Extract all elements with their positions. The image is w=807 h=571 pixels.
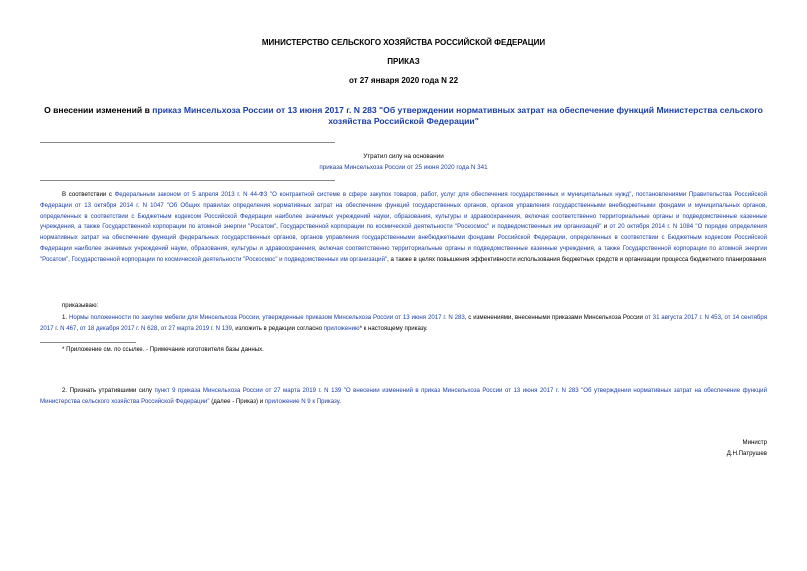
government-decree-1047-link[interactable]: постановлениями Правительства Российской Федерации от 13 октября 2014 г. N 1047 "Об Общих правилах определения нормативных затрат на обеспечение функций государственных органов, органов управления государственными внебюджетными фондами и муниципальных органов, определенных в соответствии с Бюджетным кодексом Российской Федерации наиболее значимых учреждений науки, образования, культуры и здравоохранения, включая соответственно территориальные органы и подведомственные казенные учреждения, а также Государственной корпорации по атомной энергии "Росатом", Государственной корпорации по космической деятельности "Роскосмос" и подведомственных им организаций" [40,191,768,231]
status-line: Утратил силу на основании [363,153,444,160]
order-453-link[interactable]: от 31 августа 2017 г. N 453 [644,314,721,321]
footnote-text: * Приложение см. по ссылке. - Примечание изготовителя базы данных. [62,346,264,353]
government-decree-1084-link[interactable]: от 20 октября 2014 г. N 1084 "О порядке определения нормативных затрат на обеспечение функций федеральных государственных органов, органов управления государственными внебюджетными фондами Российской Федерации, определенных в соответствии с Бюджетным кодексом Российской Федерации наиболее значимых учреждений науки, образования, культуры и здравоохранения, включая соответственно территориальные органы и подведомственные казенные учреждения, а также Государственной корпорации по атомной энергии "Росатом", Государственной корпорации по космической деятельности "Роскосмос" и подведомственных им организаций" [40,223,767,263]
appendix-9-link[interactable]: приложение N 9 к Приказу [264,397,340,405]
item-1-paragraph: 1. Нормы положенности по закупке мебели для Минсельхоза России, утвержденные приказом Минсельхоза России от 13 июня 2017 г. N 283, с изменениями, внесенными приказами Минсельхоза России от 31 августа 2017 г. N 453, от 14 сентября 2017 г. N 467, от 18 декабря 2017 г. N 628, от 27 марта 2019 г. N 139, изложить в редакции согласно приложению* к настоящему приказу. [40,314,768,332]
document-title [40,105,767,127]
appendix-link[interactable]: приложению [323,324,360,332]
preamble-paragraph: В соответствии с Федеральным законом от 5 апреля 2013 г. N 44-ФЗ "О контрактной системе в сфере закупок товаров, работ, услуг для обеспечения государственных и муниципальных нужд", постановлениями Правительства Российской Федерации от 13 октября 2014 г. N 1047 "Об Общих правилах определения нормативных затрат на обеспечение функций государственных органов, органов управления государственными внебюджетными фондами и муниципальных органов, определенных в соответствии с Бюджетным кодексом Российской Федерации наиболее значимых учреждений науки, образования, культуры и здравоохранения, включая соответственно территориальные органы и подведомственные казенные учреждения, а также Государственной корпорации по атомной энергии "Росатом", Государственной корпорации по космической деятельности "Роскосмос" и подведомственных им организаций" и от 20 октября 2014 г. N 1084 "О порядке определения нормативных затрат на обеспечение функций федеральных государственных органов, органов управления государственными внебюджетными фондами Российской Федерации, определенных в соответствии с Бюджетным кодексом Российской Федерации наиболее значимых учреждений науки, образования, культуры и здравоохранения, включая соответственно территориальные органы и подведомственные казенные учреждения, а также Государственной корпорации по атомной энергии "Росатом", Государственной корпорации по космической деятельности "Роскосмос" и подведомственных им организаций", а также в целях повышения эффективности использования бюджетных средств и организации процесса бюджетного планирования [40,191,768,263]
item-2-paragraph: 2. Признать утратившими силу пункт 9 приказа Минсельхоза России от 27 марта 2019 г. N 139 "О внесении изменений в приказ Минсельхоза России от 13 июня 2017 г. N 283 "Об утверждении нормативных затрат на обеспечение функций Министерства сельского хозяйства Российской Федерации" (далее - Приказ) и приложение N 9 к Приказу. [40,387,767,405]
order-467-link[interactable]: от 14 сентября 2017 г. N 467 [40,314,768,332]
footnote-rule [40,342,136,343]
title-amended-order-link[interactable]: приказ Минсельхоза России от 13 июня 2017 г. N 283 "Об утверждении нормативных затрат на обеспечение функций Министерства сельского хозяйства Российской Федерации" [152,105,763,126]
status-rule-bottom [40,180,335,181]
status-rule-top [40,142,335,143]
order-628-link[interactable]: от 18 декабря 2017 г. N 628 [79,324,158,332]
signature-name: Д.Н.Патрушев [726,450,767,457]
title-prefix: О внесении изменений в [44,105,153,115]
date-number-heading: от 27 января 2020 года N 22 [348,76,459,85]
status-repeal-link[interactable]: приказа Минсельхоза России от 25 июня 2020 года N 341 [319,164,488,171]
federal-law-link[interactable]: Федеральным законом от 5 апреля 2013 г. N 44-ФЗ "О контрактной системе в сфере закупок товаров, работ, услуг для обеспечения государственных и муниципальных нужд" [114,191,632,198]
order-139-link[interactable]: от 27 марта 2019 г. N 139 [160,324,232,332]
furniture-norms-link[interactable]: Нормы положенности по закупке мебели для Минсельхоза России, утвержденные приказом Минсельхоза России от 13 июня 2017 г. N 283 [68,314,465,321]
signature-position: Министр [742,439,767,446]
ministry-heading: МИНИСТЕРСТВО СЕЛЬСКОГО ХОЗЯЙСТВА РОССИЙСКОЙ ФЕДЕРАЦИИ [261,38,546,47]
doc-type-heading: ПРИКАЗ [387,57,420,66]
order-word: приказываю: [62,302,99,309]
order-139-point-9-link[interactable]: пункт 9 приказа Минсельхоза России от 27 марта 2019 г. N 139 "О внесении изменений в приказ Минсельхоза России от 13 июня 2017 г. N 283 "Об утверждении нормативных затрат на обеспечение функций Министерства сельского хозяйства Российской Федерации" [40,387,767,405]
